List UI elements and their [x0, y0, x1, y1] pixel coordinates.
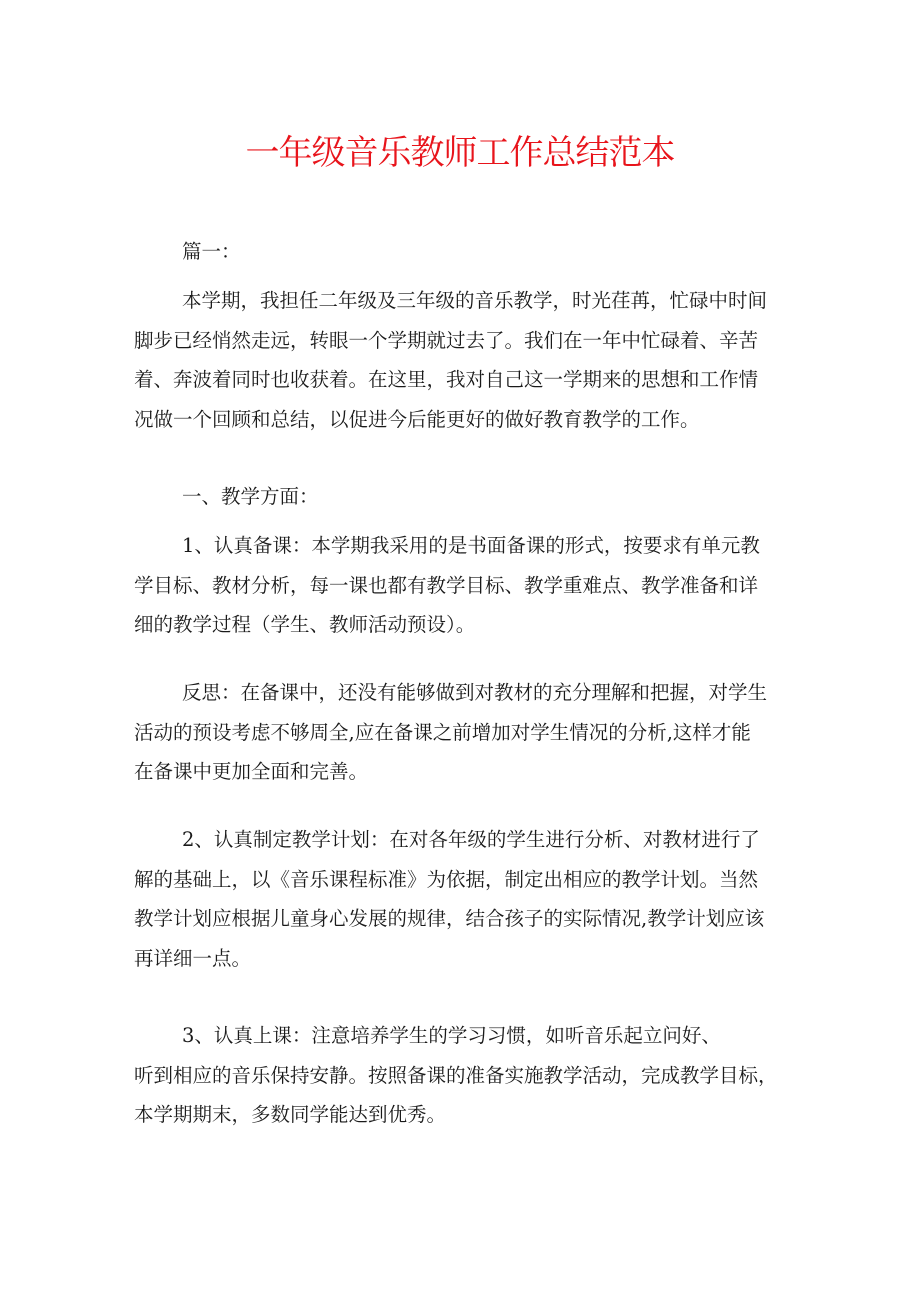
section-heading: [134, 477, 794, 517]
paragraph-intro: [134, 281, 794, 439]
text-line: 解的基础上，以《音乐课程标准》为依据，制定出相应的教学计划。当然: [134, 867, 759, 891]
text-line: 着、奔波着同时也收获着。在这里，我对自己这一学期来的思想和工作情: [134, 368, 759, 391]
text-line: 2、认真制定教学计划：在对各年级的学生进行分析、对教材进行了: [182, 828, 760, 851]
text-line: 细的教学过程（学生、教师活动预设）。: [134, 613, 476, 636]
paragraph-reflection: [134, 673, 794, 792]
text-line: 3、认真上课：注意培养学生的学习习惯，如听音乐起立问好、: [182, 1024, 721, 1047]
paragraph-teaching-plan: [134, 820, 794, 978]
text-line: 1、认真备课：本学期我采用的是书面备课的形式，按要求有单元教: [182, 534, 760, 557]
text-line: 教学计划应根据儿童身心发展的规律，结合孩子的实际情况,教学计划应该: [134, 907, 765, 930]
text-line: 反思：在备课中，还没有能够做到对教材的充分理解和把握，对学生: [182, 681, 768, 704]
text-line: 本学期，我担任二年级及三年级的音乐教学，时光荏苒，忙碌中时间: [182, 289, 768, 312]
text-line: 活动的预设考虑不够周全,应在备课之前增加对学生情况的分析,这样才能: [134, 720, 751, 744]
text-line: 本学期期末，多数同学能达到优秀。: [134, 1103, 447, 1126]
paragraph-part-label: [134, 232, 794, 272]
paragraph-lesson-prep: [134, 526, 794, 645]
text-line: 再详细一点。: [134, 946, 252, 970]
text-line: 学目标、教材分析，每一课也都有教学目标、教学重难点、教学准备和详: [134, 573, 759, 597]
document-title: 一年级音乐教师工作总结范本: [245, 133, 675, 173]
text-line: 一、教学方面：: [182, 485, 319, 508]
text-line: 篇一：: [182, 240, 241, 263]
text-line: 脚步已经悄然走远，转眼一个学期就过去了。我们在一年中忙碌着、辛苦: [134, 328, 759, 352]
text-line: 况做一个回顾和总结，以促进今后能更好的做好教育教学的工作。: [134, 407, 700, 431]
text-line: 在备课中更加全面和完善。: [134, 760, 369, 783]
paragraph-class-teaching: [134, 1016, 794, 1135]
text-line: 听到相应的音乐保持安静。按照备课的准备实施教学活动，完成教学目标，: [134, 1063, 778, 1087]
